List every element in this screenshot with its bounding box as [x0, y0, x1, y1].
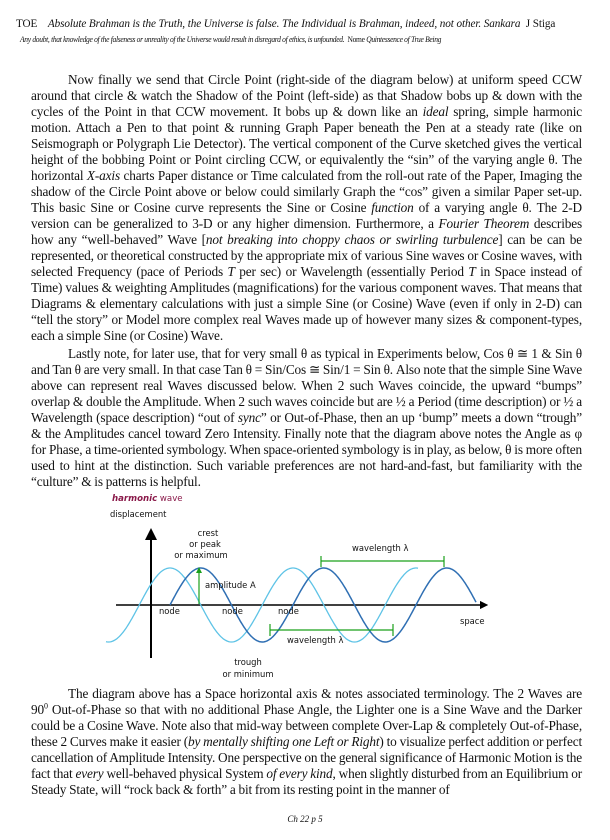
text: ] can be can be represented, or theoretical constructed by the appropriate mix of various Sine waves or Cosine waves, with selected Frequency (pace of Periods [31, 232, 583, 279]
header-quote: Absolute Brahman is the Truth, the Universe is false. The Individual is Brahman, indeed, not other. Sankara [47, 18, 521, 30]
wavelength-top-label: wavelength λ [352, 543, 409, 553]
text: , when slightly disturbed from an Equilibrium or Steady State, will “rock back & forth” a bit from its resting point in the manner of [31, 766, 582, 797]
emphasis: every [75, 766, 104, 781]
emphasis: T [227, 264, 235, 279]
emphasis: ideal [422, 104, 449, 119]
text: well-behaved physical System [103, 766, 267, 781]
text: spring, simple harmonic motion. Attach a Pen to that point & running Graph Paper beneath the Pen at a steady rate (like on Seismograph or Polygraph Lie Detector). The vertical component of the Curve sketched gives the vertical height of the bobbing Point or Point circling CCW, or equivalently the “sin” of the varying angle θ. The horizontal [31, 104, 582, 183]
harmonic-wave-diagram [100, 492, 520, 684]
crest-label-1: crest [197, 528, 219, 538]
text: of a varying angle θ. The 2-D version can be generalized to 3-D or any higher dimension. Furthermore, a [31, 200, 582, 231]
page-footer: Ch 22 p 5 [287, 814, 323, 824]
paragraph-phase-discussion [31, 686, 582, 798]
emphasis: X-axis [86, 168, 120, 183]
trough-label-2: or minimum [222, 669, 274, 679]
crest-label-2: or peak [189, 539, 221, 549]
x-axis-label: space [460, 616, 485, 626]
node-label-1: node [159, 606, 180, 616]
header-author: J Stiga [525, 18, 556, 30]
header-quote-line [16, 18, 606, 31]
wavelength-bottom-label: wavelength λ [287, 635, 344, 645]
y-axis-label: displacement [110, 509, 167, 519]
text: Now finally we send that Circle Point (right-side of the diagram below) at uniform speed CCW around that circle & watch the Shadow of the Point (left-side) as that Shadow bobs up & down with the cycles of the Point in that CCW movement. It bobs up & down like an [31, 72, 582, 119]
degree-superscript: 0 [44, 701, 48, 711]
crest-label-3: or maximum [174, 550, 228, 560]
emphasis: by mentally shifting one Left or Right [187, 734, 380, 749]
emphasis: function [371, 200, 414, 215]
header-subquote-line [20, 35, 592, 45]
paragraph-circle-point [31, 72, 582, 344]
emphasis: sync [237, 410, 261, 425]
text: in Space instead of Time) values & weighting Amplitudes (magnifications) for the various component waves. That means that Diagrams & elementary calculations with just a simple Sine (or Cosine) Wave (even if only in 2-D) can “tell the story” or Model more complex real Waves made up of however many sizes & component-types, each a simple Sine (or Cosine) Wave. [31, 264, 582, 343]
emphasis: of every kind [266, 766, 333, 781]
text: describes how any “well-behaved” Wave [ [31, 216, 583, 247]
text: charts Paper distance or Time calculated from the roll-out rate of the Paper, Imaging the shadow of the Circle Point above or below could similarly Graph the “cos” given a similar Paper set-up. This basic Sine or Cosine curve represents the Sine or Cosine [31, 168, 582, 215]
text: ) to visualize perfect addition or perfect cancellation of Amplitude Intensity. One perspective on the general significance of Harmonic Motion is the fact that [31, 734, 582, 781]
header-source-title: Quintessence of True Being [366, 35, 442, 44]
header-source-author: Nome [347, 35, 365, 44]
trough-label-1: trough [234, 657, 262, 667]
text: ” or Out-of-Phase, then an up ‘bump” meets a down “trough” & the Amplitudes cancel toward Zero Intensity. Finally note that the diagram above notes the Angle as φ for Phase, a time-oriented symbology. When space-oriented symbology is in play, as below, θ is more often used to hint at the distinction. Such variable preferences are not hard-and-fast, but familiarity with the “culture” & is patterns is helpful. [31, 410, 582, 489]
text: per sec) or Wavelength (essentially Period [234, 264, 469, 279]
emphasis: Fourier Theorem [438, 216, 530, 231]
emphasis: not breaking into choppy chaos or swirling turbulence [205, 232, 499, 247]
header-prefix: TOE [16, 18, 38, 30]
text: Lastly note, for later use, that for very small θ as typical in Experiments below, Cos θ ≅ 1 & Sin θ and Tan θ are very small. In that case Tan θ = Sin/Cos ≅ Sin/1 = Sin θ. Also note that the simple Sine Wave above can represent real Waves discussed below. When 2 such Waves coincide, the upward “bumps” overlap & double the Amplitude. When 2 such waves coincide but are ½ a Period (time description) or ½ a Wavelength (space description) “out of [31, 346, 582, 425]
text: Out-of-Phase so that with no additional Phase Angle, the Lighter one is a Sine Wave and the Darker could be a Cosine Wave. Note also that mid-way between complete Over-Lap & completely Out-of-Phase, these 2 Curves make it easier ( [31, 702, 582, 749]
emphasis: T [468, 264, 476, 279]
header-subquote: Any doubt, that knowledge of the falseness or unreality of the Universe would result in disregard of ethics, is unfounded. [20, 35, 345, 44]
diagram-title: harmonic wave [112, 494, 183, 504]
node-label-2: node [222, 606, 243, 616]
text: The diagram above has a Space horizontal axis & notes associated terminology. The 2 Waves are 90 [31, 686, 582, 717]
paragraph-small-angle [31, 346, 582, 490]
amplitude-label: amplitude A [205, 580, 256, 590]
node-label-3: node [278, 606, 299, 616]
